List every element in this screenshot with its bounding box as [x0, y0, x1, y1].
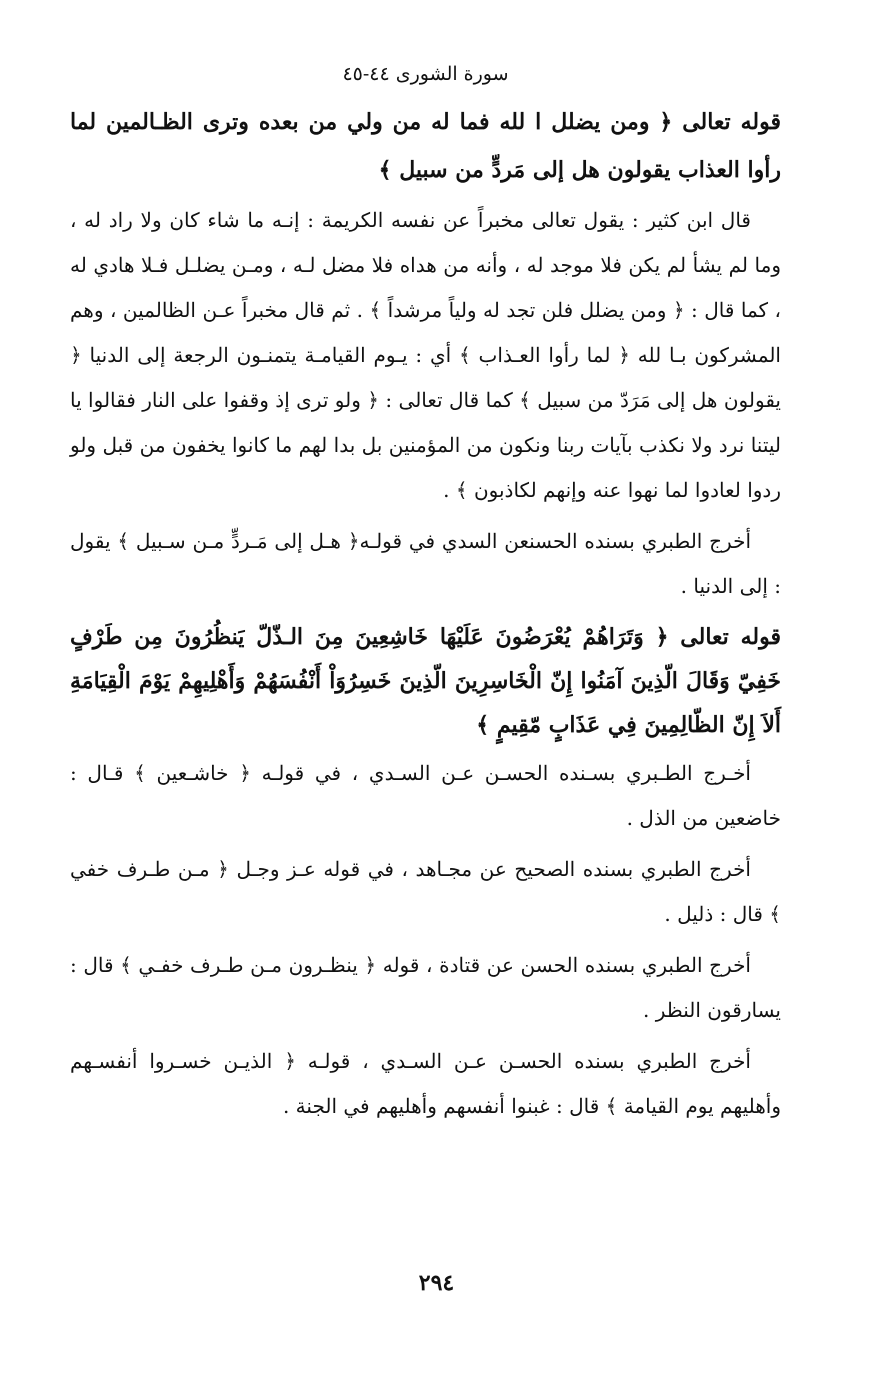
section-verse-45 [70, 615, 781, 1129]
commentary-paragraph: أخـرج الطـبري بسـنده الحسـن عـن السـدي ، في قولـه ﴿ خاشـعين ﴾ قـال : خاضعين من الذل . [70, 761, 781, 830]
page-number: ٢٩٤ [418, 1270, 455, 1296]
commentary-paragraph: قال ابن كثير : يقول تعالى مخبراً عن نفسه الكريمة : إنـه ما شاء كان ولا راد له ، وما لم يشأ لم يكن فلا موجد له ، وأنه من هداه فلا مضل لـه ، ومـن يضلـل فـلا هادي له ، كما قال : ﴿ ومن يضلل فلن تجد له ولياً مرشداً ﴾ . ثم قال مخبراً عـن الظالمين ، وهم المشركون بـا لله ﴿ لما رأوا العـذاب ﴾ أي : يـوم القيامـة يتمنـون الرجعة إلى الدنيا ﴿ يقولون هل إلى مَرَدّ من سبيل ﴾ كما قال تعالى : ﴿ ولو ترى إذ وقفوا على النار فقالوا يا ليتنا نرد ولا نكذب بآيات ربنا ونكون من المؤمنين بل بدا لهم ما كانوا يخفون من قبل ولو ردوا لعادوا لما نهوا عنه وإنهم لكاذبون ﴾ . [70, 208, 781, 502]
commentary-paragraph: أخرج الطبري بسنده الحسن عن قتادة ، قوله ﴿ ينظـرون مـن طـرف خفـي ﴾ قال : يسارقون النظر . [70, 953, 781, 1022]
running-header: سورة الشورى ٤٤-٤٥ [342, 63, 509, 85]
commentary-paragraph: أخرج الطبري بسنده الحسنعن السدي في قولـه﴿ هـل إلى مَـردٍّ مـن سـبيل ﴾ يقول : إلى الدنيا . [70, 529, 781, 598]
commentary-paragraph: أخرج الطبري بسنده الحسـن عـن السـدي ، قولـه ﴿ الذيـن خسـروا أنفسـهم وأهليهم يوم القيامة ﴾ قال : غبنوا أنفسهم وأهليهم في الجنة . [70, 1049, 781, 1118]
commentary-paragraph: أخرج الطبري بسنده الصحيح عن مجـاهد ، في قوله عـز وجـل ﴿ مـن طـرف خفي ﴾ قال : ذليل . [70, 857, 781, 926]
verse-heading: قوله تعالى ﴿ ومن يضلل ا لله فما له من ولي من بعده وترى الظـالمين لما رأوا العذاب يقولون هل إلى مَردٍّ من سبيل ﴾ [70, 109, 781, 183]
section-verse-44 [70, 98, 781, 609]
verse-heading: قوله تعالى ﴿ وَتَرَاهُمْ يُعْرَضُونَ عَلَيْهَا خَاشِعِينَ مِنَ الـذّلّ يَنظُرُونَ مِن طَرْفٍ خَفِيّ وَقَالَ الّذِينَ آمَنُوا إِنّ الْخَاسِرِينَ الّذِينَ خَسِرُوَاْ أَنْفُسَهُمْ وَأَهْلِيهِمْ يَوْمَ الْقِيَامَةِ أَلاَ إِنّ الظّالِمِينَ فِي عَذَابٍ مّقِيمٍ ﴾ [70, 624, 781, 738]
page-content [70, 60, 781, 1322]
